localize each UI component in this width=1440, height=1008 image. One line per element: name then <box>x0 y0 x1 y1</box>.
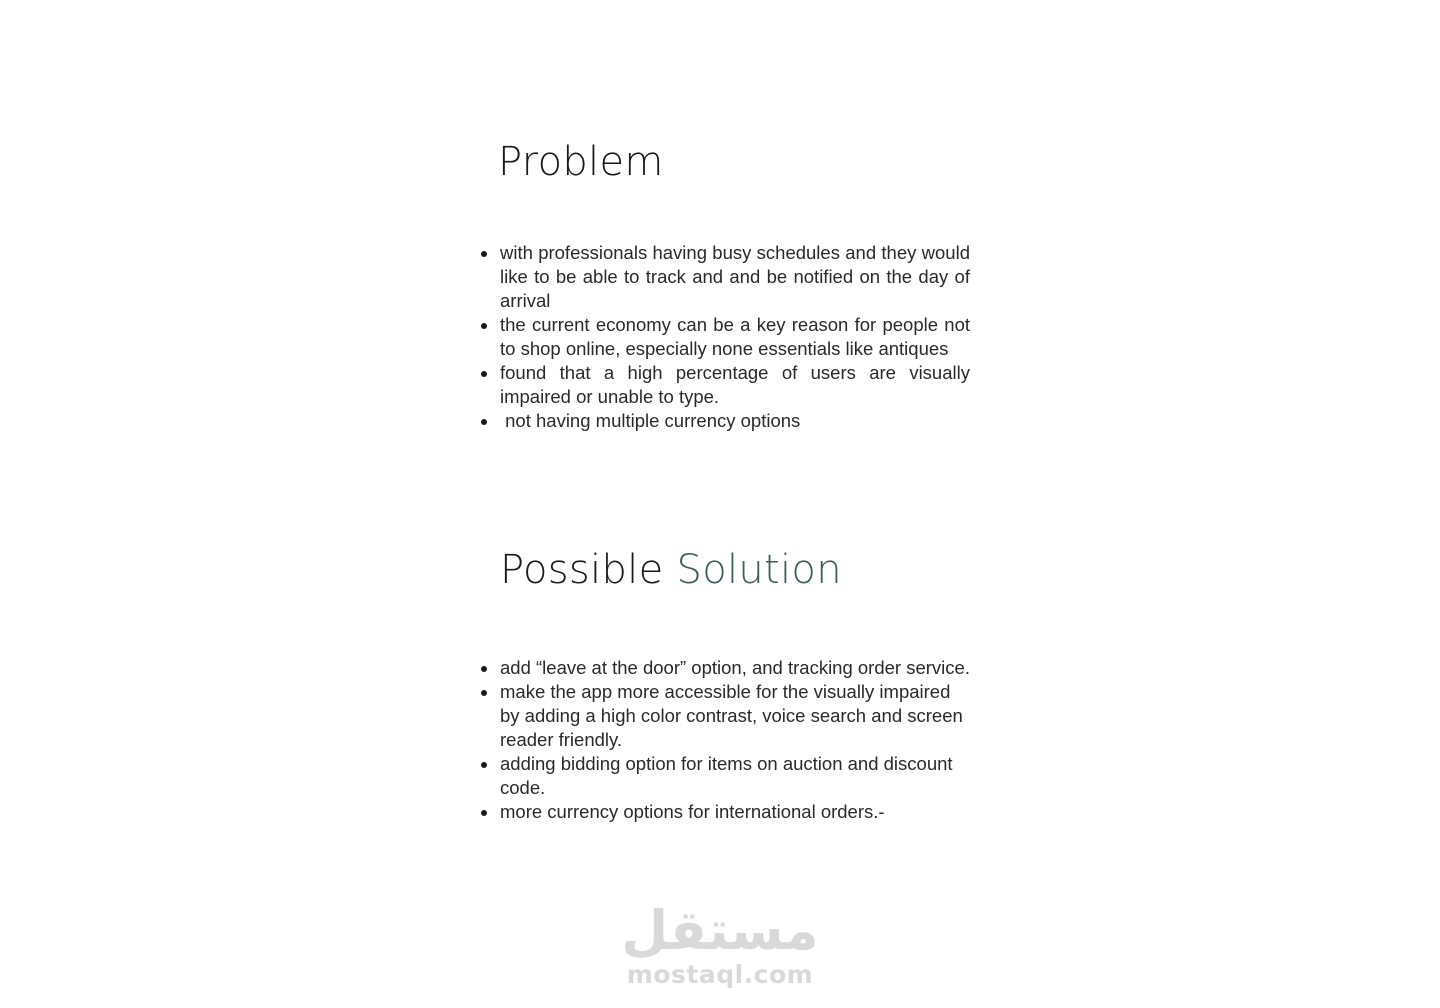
list-item-text: adding bidding option for items on auction and discount code. <box>500 753 953 798</box>
solution-heading-accent: Solution <box>676 547 842 593</box>
list-item-text: the current economy can be a key reason for people not to shop online, especially none essentials like antiques <box>500 314 970 359</box>
solution-heading <box>500 546 842 594</box>
bullet-icon <box>481 323 487 329</box>
bullet-icon <box>481 251 487 257</box>
bullet-icon <box>481 690 487 696</box>
bullet-icon <box>481 371 487 377</box>
list-item <box>500 313 970 361</box>
mostaql-watermark <box>620 900 820 988</box>
list-item <box>500 800 970 824</box>
bullet-icon <box>481 419 487 425</box>
watermark-site: mostaql.com <box>626 960 814 989</box>
solution-heading-prefix: Possible <box>500 547 664 593</box>
bullet-icon <box>481 810 487 816</box>
list-item <box>500 680 970 752</box>
bullet-icon <box>481 762 487 768</box>
list-item-text: found that a high percentage of users are visually impaired or unable to type. <box>500 362 970 407</box>
solution-list <box>500 656 970 824</box>
list-item <box>500 361 970 409</box>
bullet-icon <box>481 666 487 672</box>
list-item-text: make the app more accessible for the visually impaired by adding a high color contrast, voice search and screen reader friendly. <box>500 681 963 750</box>
list-item-text: not having multiple currency options <box>500 410 801 431</box>
list-item-text: more currency options for international orders.- <box>500 801 885 822</box>
list-item <box>500 752 970 800</box>
list-item <box>500 656 970 680</box>
watermark-logo: مستقل <box>621 899 819 962</box>
list-item-text: add “leave at the door” option, and tracking order service. <box>500 657 970 678</box>
list-item <box>500 241 970 313</box>
list-item <box>500 409 970 433</box>
list-item-text: with professionals having busy schedules and they would like to be able to track and and be notified on the day of arrival <box>500 242 970 311</box>
problem-list <box>500 241 970 433</box>
problem-heading: Problem <box>498 139 664 185</box>
